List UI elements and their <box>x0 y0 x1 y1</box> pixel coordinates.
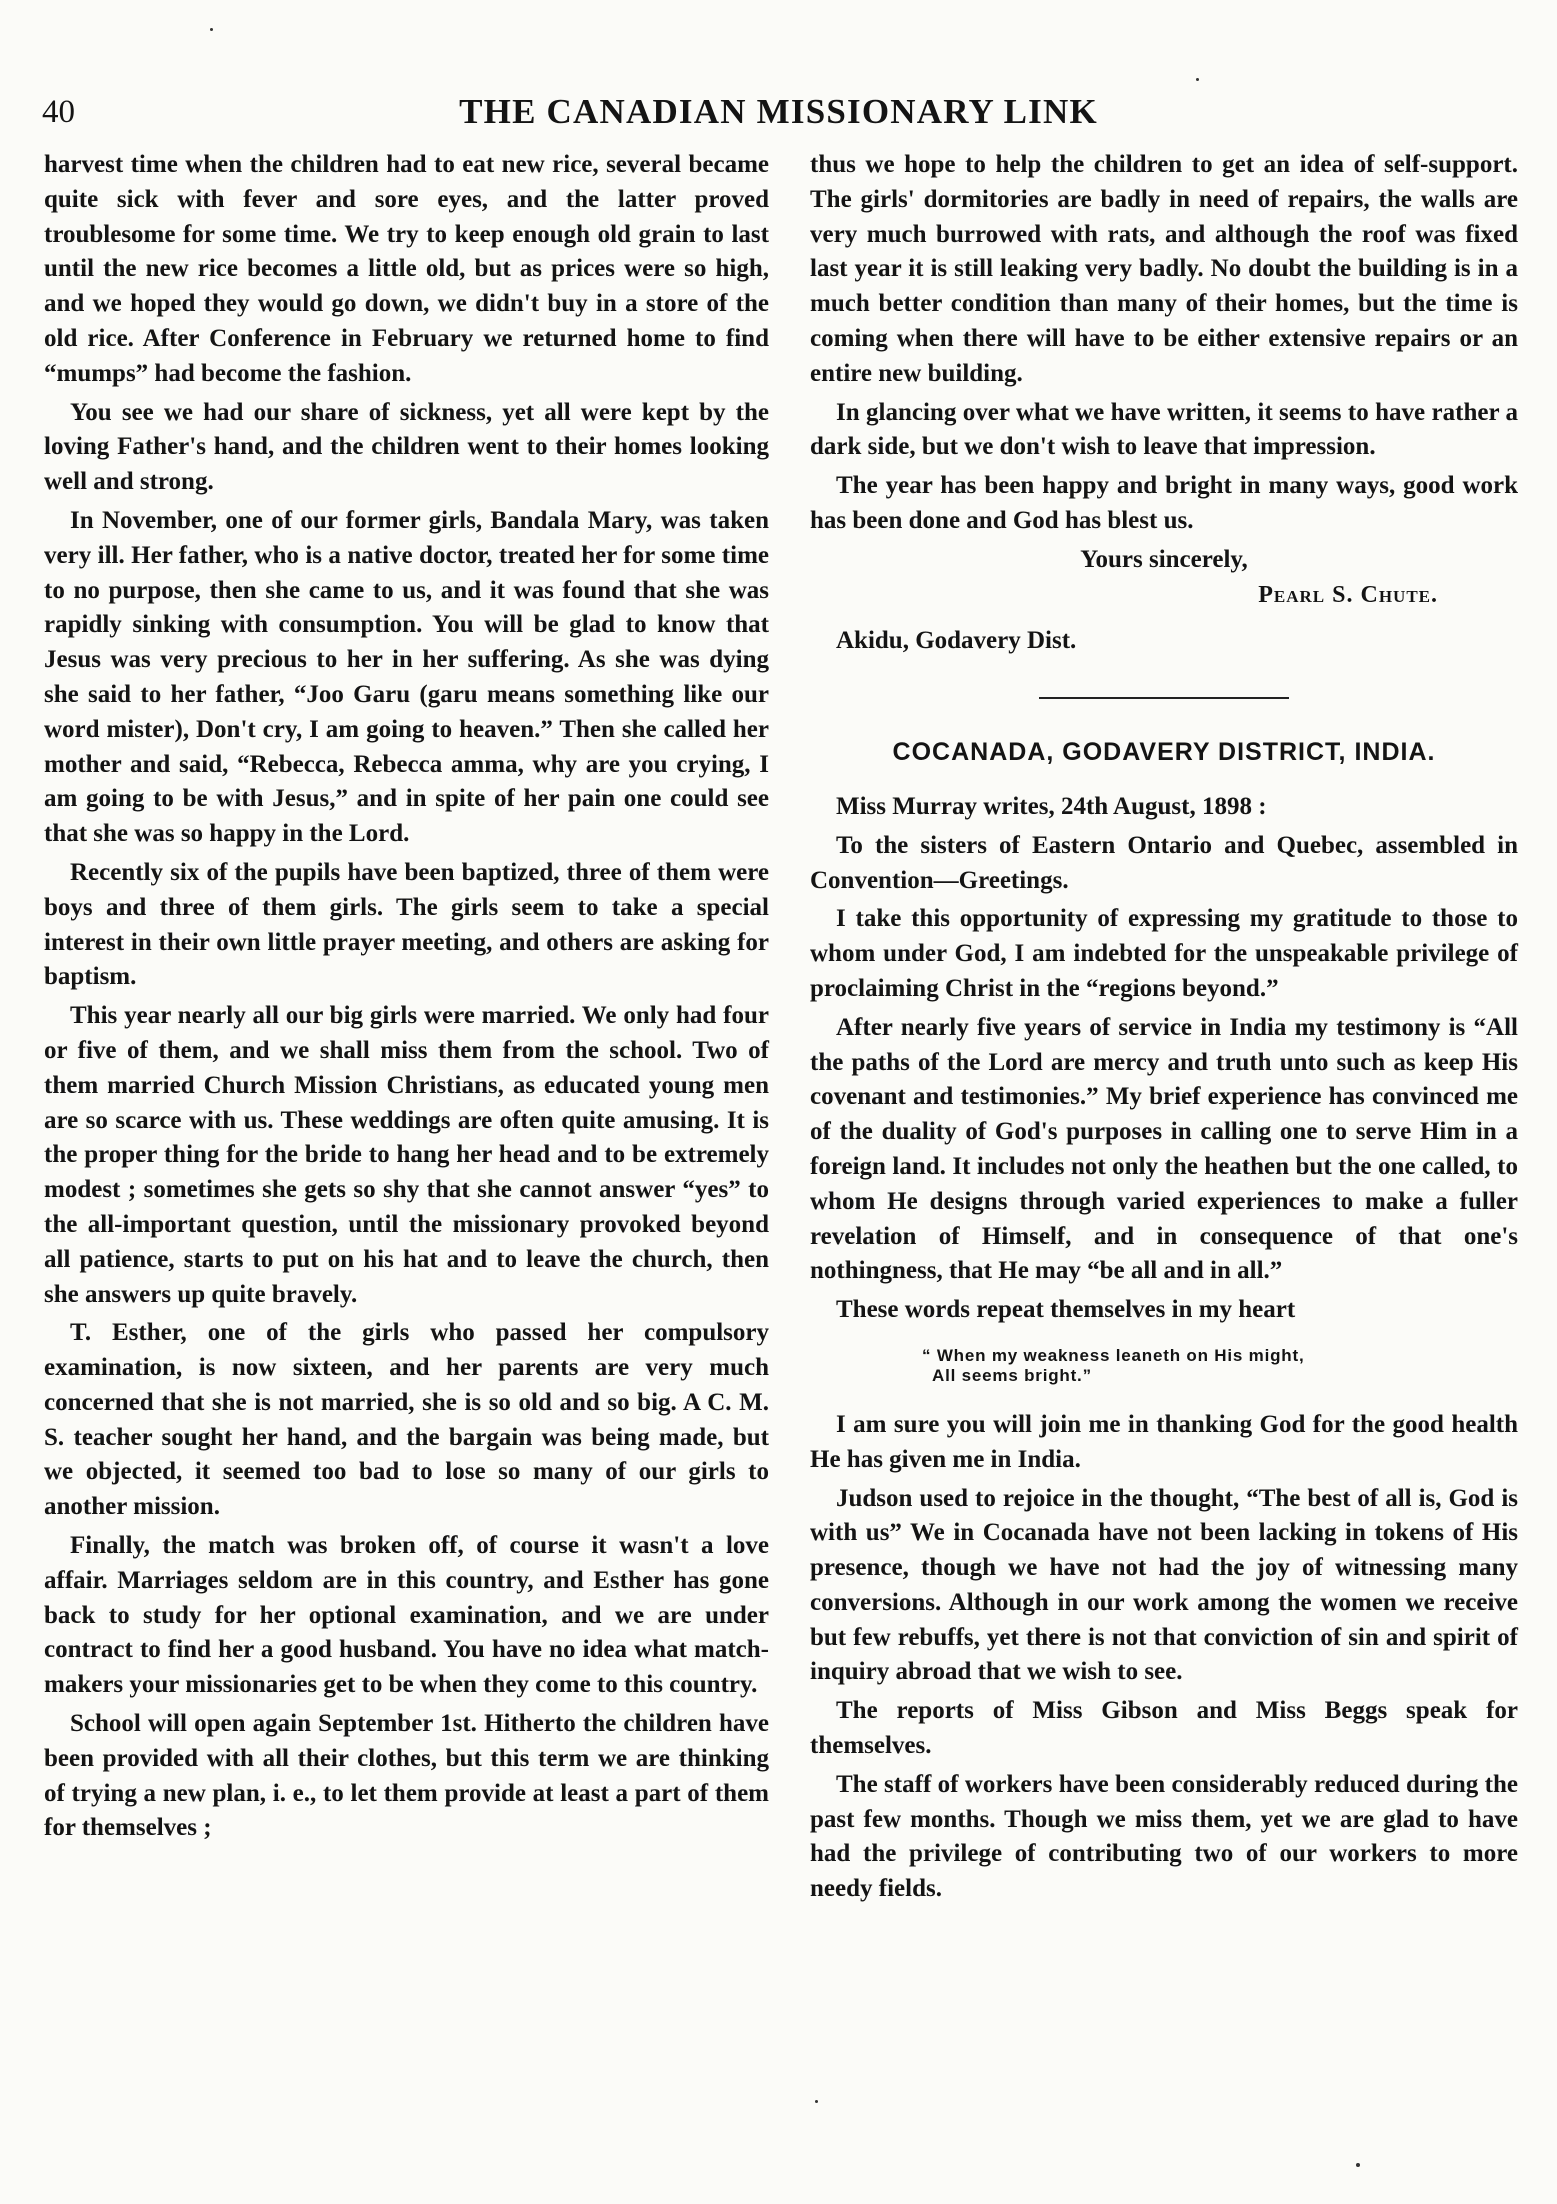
paragraph: T. Esther, one of the girls who passed her compulsory examination, is now sixteen, and her parents are very much concerned that she is not married, she is so old and so big. A C. M. S. teacher sought her hand, and the bargain was being made, but we objected, it seemed too bad to lose so many of our girls to another mission. <box>44 1319 769 1521</box>
paragraph: The staff of workers have been considerably reduced during the past few months. Though we miss them, yet we are glad to have had the privilege of contributing two of our workers to more needy fields. <box>810 1770 1518 1903</box>
paragraph: The year has been happy and bright in many ways, good work has been done and God has blest us. <box>810 472 1518 534</box>
paragraph: After nearly five years of service in India my testimony is “All the paths of the Lord are mercy and truth unto such as keep His covenant and testimonies.” My brief experience has convinced me of the duality of God's purposes in calling one to serve Him in a foreign land. It includes not only the heathen but the one called, to whom He designs through varied experiences to make a fuller revelation of Himself, and in consequence of that one's nothingness, that He may “be all and in all.” <box>810 1013 1518 1285</box>
dateline: Miss Murray writes, 24th August, 1898 : <box>836 792 1267 820</box>
verse-line: “ When my weakness leaneth on His might, <box>922 1345 1305 1365</box>
scan-speck <box>210 28 213 31</box>
scan-speck <box>1356 2163 1360 2167</box>
publication-title: THE CANADIAN MISSIONARY LINK <box>459 92 1098 131</box>
page-number: 40 <box>42 94 75 130</box>
paragraph: In glancing over what we have written, it seems to have rather a dark side, but we don't wish to leave that impression. <box>810 398 1518 461</box>
letter-signature: Pearl S. Chute. <box>1258 581 1438 608</box>
scan-speck <box>1196 78 1199 81</box>
paragraph: I am sure you will join me in thanking God for the good health He has given me in India. <box>810 1410 1518 1473</box>
paragraph: thus we hope to help the children to get an idea of self-support. The girls' dormitories are badly in need of repairs, the walls are very much burrowed with rats, and although the roof was fixed last year it is still leaking very badly. No doubt the building is in a much better condition than many of their homes, but the time is coming when there will have to be either extensive repairs or an entire new building. <box>810 151 1518 387</box>
paragraph: harvest time when the children had to eat new rice, several became quite sick with fever and sore eyes, and the latter proved troublesome for some time. We try to keep enough old grain to last until the new rice becomes a little old, but as prices were so high, and we hoped they would go down, we didn't buy in a store of the old rice. After Conference in February we returned home to find “mumps” had become the fashion. <box>44 151 769 387</box>
letter-closing: Yours sincerely, <box>1080 545 1248 573</box>
paragraph: Judson used to rejoice in the thought, “The best of all is, God is with us” We in Cocanada have not been lacking in tokens of His presence, though we have not had the joy of witnessing many conversions. Although in our work among the women we receive but few rebuffs, yet there is not that conviction of sin and spirit of inquiry abroad that we wish to see. <box>810 1484 1518 1686</box>
paragraph: You see we had our share of sickness, yet all were kept by the loving Father's hand, and the children went to their homes looking well and strong. <box>44 398 769 496</box>
paragraph: I take this opportunity of expressing my gratitude to those to whom under God, I am indebted for the unspeakable privilege of proclaiming Christ in the “regions beyond.” <box>810 905 1518 1002</box>
letter-place: Akidu, Godavery Dist. <box>836 627 1077 655</box>
paragraph: Finally, the match was broken off, of course it wasn't a love affair. Marriages seldom are in this country, and Esther has gone back to study for her optional examination, and we are under contract to find her a good husband. You have no idea what match-makers your missionaries get to be when they come to this country. <box>44 1532 769 1699</box>
paragraph: Recently six of the pupils have been baptized, three of them were boys and three of them girls. The girls seem to take a special interest in their own little prayer meeting, and others are asking for baptism. <box>44 858 769 991</box>
paragraph: This year nearly all our big girls were married. We only had four or five of them, and we shall miss them from the school. Two of them married Church Mission Christians, as educated young men are so scarce with us. These weddings are often quite amusing. It is the proper thing for the bride to hang her head and to be extremely modest ; sometimes she gets so shy that she cannot answer “yes” to the all-important question, until the missionary provoked beyond all patience, starts to put on his hat and to leave the church, then she answers up quite bravely. <box>44 1002 769 1308</box>
scan-speck <box>815 2100 818 2103</box>
paragraph: School will open again September 1st. Hitherto the children have been provided with all their clothes, but this term we are thinking of trying a new plan, i. e., to let them provide at least a part of them for themselves ; <box>44 1710 769 1842</box>
verse-line: All seems bright.” <box>932 1365 1092 1385</box>
paragraph: These words repeat themselves in my heart <box>836 1296 1296 1324</box>
verse-quotation <box>922 1346 1518 1386</box>
paragraph: To the sisters of Eastern Ontario and Quebec, assembled in Convention—Greetings. <box>810 831 1518 894</box>
right-column <box>810 148 1518 1911</box>
section-divider <box>1039 697 1289 699</box>
left-column <box>44 148 769 1850</box>
paragraph: The reports of Miss Gibson and Miss Beggs speak for themselves. <box>810 1697 1518 1760</box>
paragraph: In November, one of our former girls, Bandala Mary, was taken very ill. Her father, who is a native doctor, treated her for some time to no purpose, then she came to us, and it was found that she was rapidly sinking with consumption. You will be glad to know that Jesus was very precious to her in her suffering. As she was dying she said to her father, “Joo Garu (garu means something like our word mister), Don't cry, I am going to heaven.” Then she called her mother and said, “Rebecca, Rebecca amma, why are you crying, I am going to be with Jesus,” and in spite of her pain one could see that she was so happy in the Lord. <box>44 506 769 848</box>
section-heading: COCANADA, GODAVERY DISTRICT, INDIA. <box>892 738 1436 767</box>
